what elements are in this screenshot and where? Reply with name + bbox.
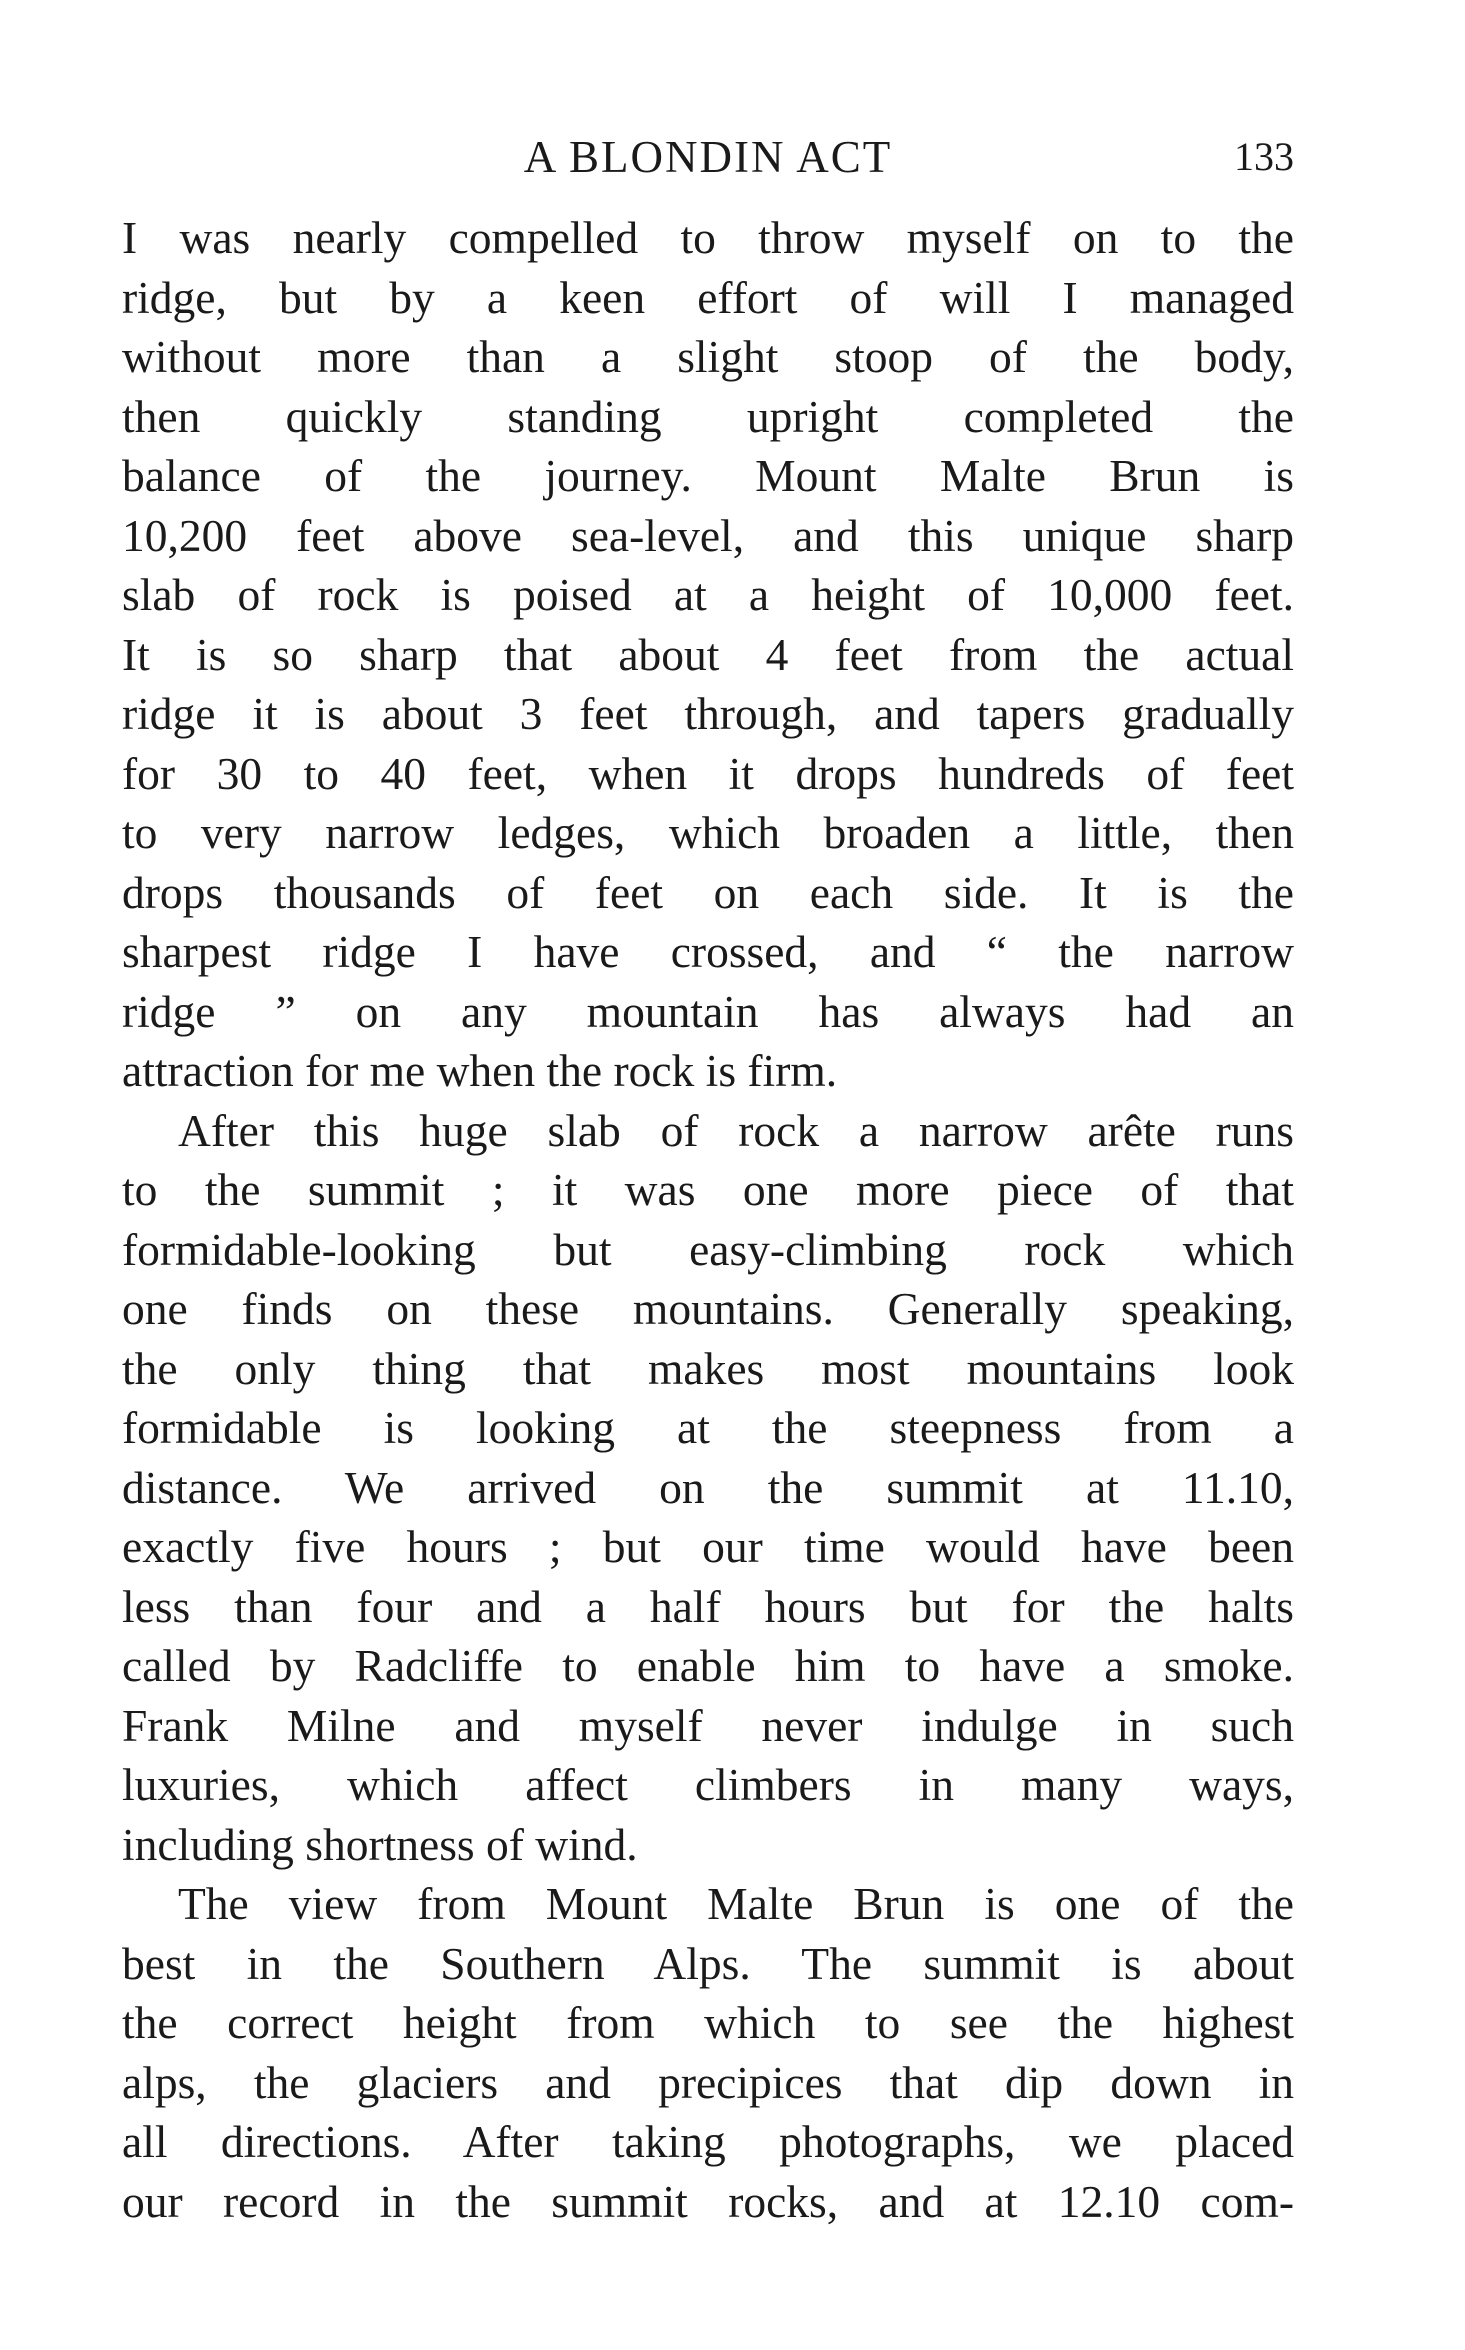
text-line: slab of rock is poised at a height of 10,000 feet.	[122, 569, 1294, 620]
text-line: I was nearly compelled to throw myself on to the	[122, 212, 1294, 263]
text-line: After this huge slab of rock a narrow arête runs	[178, 1104, 1294, 1156]
body-text	[122, 208, 1294, 2231]
text-line: our record in the summit rocks, and at 12.10 com-	[122, 2175, 1294, 2227]
running-head	[122, 122, 1294, 192]
text-line: the correct height from which to see the highest	[122, 1997, 1294, 2048]
text-line: including shortness of wind.	[122, 1818, 638, 1870]
text-line: ridge it is about 3 feet through, and tapers gradually	[122, 688, 1294, 739]
text-line: then quickly standing upright completed the	[122, 390, 1294, 442]
paragraph-1	[122, 208, 1294, 1101]
text-line: balance of the journey. Mount Malte Brun is	[122, 450, 1294, 501]
text-line: exactly five hours ; but our time would have been	[122, 1521, 1294, 1572]
page-number: 133	[1234, 134, 1294, 179]
text-line: 10,200 feet above sea-level, and this unique sharp	[122, 509, 1294, 561]
text-line: to the summit ; it was one more piece of that	[122, 1164, 1294, 1215]
text-line: best in the Southern Alps. The summit is about	[122, 1937, 1294, 1989]
text-line: sharpest ridge I have crossed, and “ the narrow	[122, 926, 1294, 977]
text-line: ridge ” on any mountain has always had an	[122, 985, 1294, 1037]
paragraph-3	[122, 1874, 1294, 2231]
text-line: formidable is looking at the steepness from a	[122, 1402, 1294, 1453]
text-line: less than four and a half hours but for the halts	[122, 1580, 1294, 1632]
text-line: all directions. After taking photographs, we placed	[122, 2116, 1294, 2167]
text-line: The view from Mount Malte Brun is one of the	[178, 1878, 1294, 1929]
text-line: formidable-looking but easy-climbing rock which	[122, 1223, 1294, 1275]
text-line: the only thing that makes most mountains look	[122, 1342, 1294, 1394]
text-line: It is so sharp that about 4 feet from the actual	[122, 628, 1294, 680]
text-line: ridge, but by a keen effort of will I managed	[122, 271, 1294, 323]
text-line: called by Radcliffe to enable him to have a smoke.	[122, 1640, 1294, 1691]
text-line: attraction for me when the rock is firm.	[122, 1045, 838, 1096]
running-title: A BLONDIN ACT	[523, 132, 893, 182]
text-line: one finds on these mountains. Generally speaking,	[122, 1283, 1294, 1334]
text-line: drops thousands of feet on each side. It is the	[122, 866, 1294, 918]
text-line: to very narrow ledges, which broaden a little, then	[122, 807, 1294, 858]
paragraph-2	[122, 1101, 1294, 1875]
text-line: for 30 to 40 feet, when it drops hundreds of feet	[122, 747, 1294, 799]
text-line: distance. We arrived on the summit at 11.10,	[122, 1461, 1294, 1513]
text-line: alps, the glaciers and precipices that dip down in	[122, 2056, 1294, 2108]
text-line: Frank Milne and myself never indulge in such	[122, 1699, 1294, 1751]
text-line: without more than a slight stoop of the body,	[122, 331, 1294, 382]
text-line: luxuries, which affect climbers in many ways,	[122, 1759, 1294, 1810]
